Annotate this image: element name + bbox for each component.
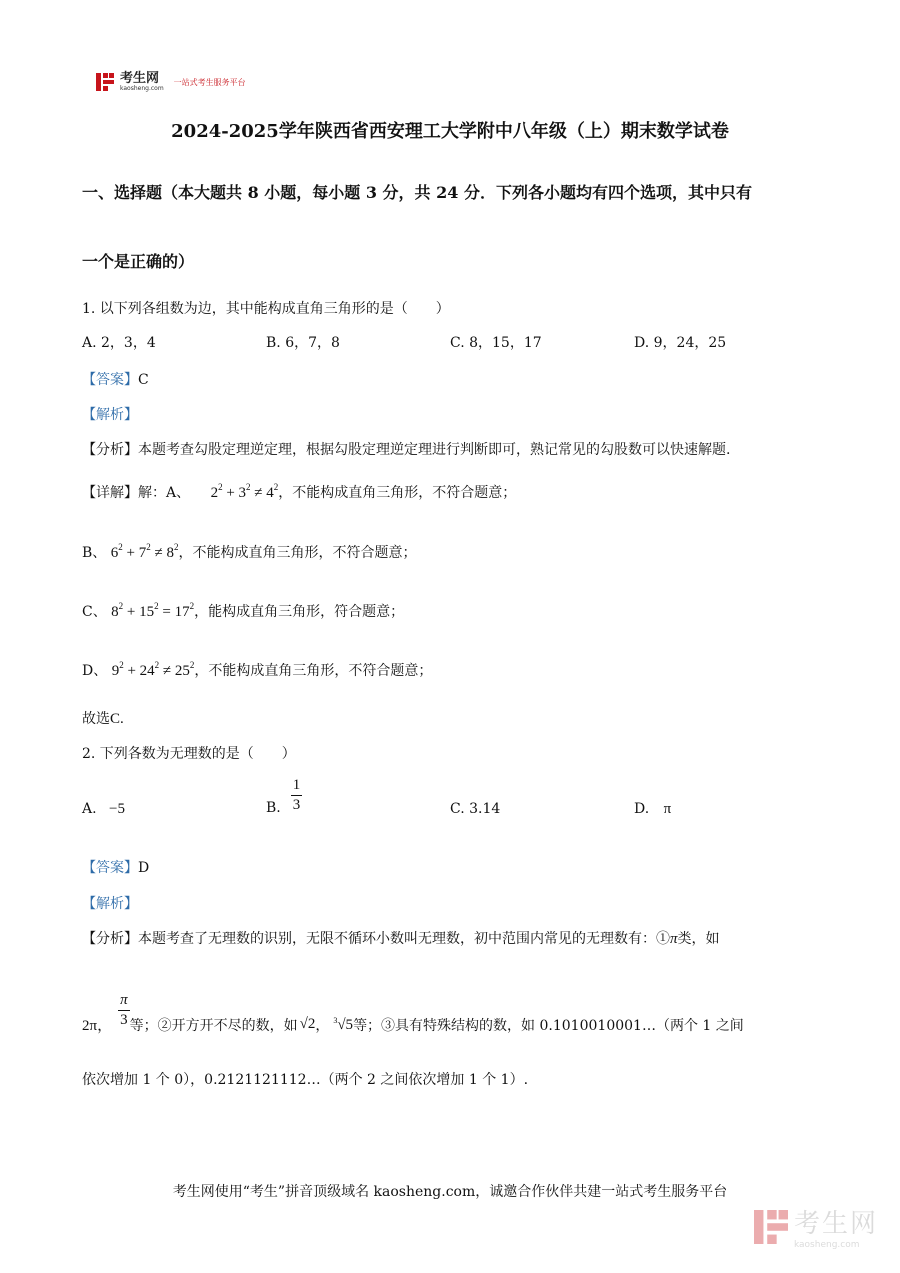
- q1-detail-d: [82, 660, 432, 680]
- q1-option-a: A. 2，3，4: [82, 335, 156, 351]
- q1-detail-a: [82, 482, 516, 502]
- q2-option-b-fraction: [291, 778, 303, 813]
- section-header-line1: 一、选择题（本大题共 8 小题，每小题 3 分，共 24 分．下列各小题均有四个选项，其中只有: [82, 183, 752, 202]
- watermark-logo-icon: [754, 1210, 788, 1244]
- q2-fenxi-text: 本题考查了无理数的识别，无限不循环小数叫无理数，初中范围内常见的无理数有：①: [138, 931, 670, 947]
- q2-pi-over-3: [118, 993, 130, 1028]
- q1-answer-value: C: [138, 372, 149, 388]
- watermark: [754, 1203, 878, 1250]
- q1-detail-c: [82, 601, 404, 621]
- q2-fenxi-end: 类，如: [677, 931, 720, 947]
- q1-fenxi-line: [82, 439, 730, 459]
- logo-domain: kaosheng.com: [120, 85, 164, 92]
- q2-option-a: [82, 801, 125, 818]
- q1-detail-d-text: ，不能构成直角三角形，不符合题意；: [194, 663, 433, 679]
- q2-option-d-label: D.: [634, 801, 650, 817]
- watermark-text: [794, 1203, 878, 1250]
- q1-option-b: B. 6，7，8: [266, 335, 340, 351]
- q2-pi-over-3-denominator: 3: [120, 1012, 128, 1028]
- q2-option-b-numerator: 1: [291, 778, 303, 796]
- q1-fenxi-tag: 【分析】: [82, 442, 138, 458]
- q2-option-a-value: −5: [109, 801, 125, 817]
- q1-detail-d-math: $9^2 + 24^2 \ne 25^2$: [111, 660, 195, 679]
- q2-pi-over-3-numerator: π: [118, 993, 130, 1011]
- q1-detail-b-math: $6^2 + 7^2 \ne 8^2$: [110, 542, 179, 561]
- q1-conclusion-text: 故选: [82, 711, 110, 727]
- q1-answer-line: [82, 369, 149, 389]
- q2-analysis-tag: 【解析】: [82, 896, 138, 912]
- q2-fenxi-line: [82, 928, 720, 948]
- q1-detail-d-label: D、: [82, 663, 108, 679]
- header-logo: [96, 72, 246, 92]
- q2-option-b-denominator: 3: [292, 796, 301, 813]
- section-header-line2: 一个是正确的）: [82, 252, 195, 271]
- q1-stem: 1. 以下列各组数为边，其中能构成直角三角形的是（ ）: [82, 301, 450, 317]
- q1-fenxi-text: 本题考查勾股定理逆定理，根据勾股定理逆定理进行判断即可，熟记常见的勾股数可以快速解题.: [138, 442, 731, 458]
- q1-detail-intro: 解：A、: [138, 485, 191, 501]
- q2-cbrt5: [333, 1016, 353, 1034]
- q2-answer-line: [82, 857, 149, 877]
- kaosheng-logo-icon: [96, 73, 114, 91]
- q1-detail-c-text: ，能构成直角三角形，符合题意；: [194, 604, 405, 620]
- q1-detail-a-text: ，不能构成直角三角形，不符合题意；: [278, 485, 517, 501]
- q2-comma: ，: [315, 1017, 330, 1034]
- q2-answer-value: D: [138, 860, 150, 876]
- q2-sqrt2: √2: [299, 1016, 316, 1032]
- q2-fenxi-pi: π: [670, 931, 678, 947]
- q1-conclusion-answer: C.: [110, 711, 124, 727]
- q1-detail-b: [82, 542, 416, 562]
- q2-fenxi-tag: 【分析】: [82, 931, 138, 947]
- page-footer: 考生网使用“考生”拼音顶级域名 kaosheng.com，诚邀合作伙伴共建一站式考生服务平台: [172, 1184, 728, 1200]
- q1-detail-a-math: $2^2 + 3^2 \ne 4^2$: [210, 482, 279, 501]
- q2-cbrt5-index: 3: [333, 1015, 338, 1025]
- q2-line2-b: 等；②开方开不尽的数，如: [129, 1017, 298, 1034]
- q2-option-a-label: A.: [82, 801, 97, 817]
- q1-answer-tag: 【答案】: [82, 372, 138, 388]
- q2-line2-c: 等；③具有特殊结构的数，如 0.1010010001…（两个 1 之间: [353, 1017, 744, 1034]
- logo-brand-name: 考生网: [120, 71, 160, 86]
- q1-detail-c-math: $8^2 + 15^2 = 17^2$: [111, 601, 195, 620]
- q2-cbrt5-radical: √5: [337, 1016, 354, 1033]
- q1-detail-tag: 【详解】: [82, 485, 138, 501]
- logo-text: [120, 72, 164, 92]
- q1-conclusion: [82, 708, 124, 728]
- q1-analysis-tag: 【解析】: [82, 407, 138, 423]
- q2-stem: 2. 下列各数为无理数的是（ ）: [82, 746, 296, 762]
- q2-option-b-label: B.: [266, 800, 281, 816]
- q2-option-b: [266, 774, 302, 816]
- page-title: 2024-2025学年陕西省西安理工大学附中八年级（上）期末数学试卷: [171, 121, 729, 142]
- q2-fenxi-line3: 依次增加 1 个 0），0.2121121112…（两个 2 之间依次增加 1 个 1）.: [82, 1072, 529, 1088]
- q2-option-d-value: π: [663, 801, 672, 817]
- q2-2pi: 2π，: [82, 1018, 113, 1034]
- watermark-brand-name: 考生网: [793, 1209, 878, 1239]
- q1-option-c: C. 8，15，17: [450, 335, 542, 351]
- q2-option-c: C. 3.14: [450, 801, 501, 817]
- watermark-domain: kaosheng.com: [793, 1240, 860, 1250]
- q1-option-d: D. 9，24，25: [634, 335, 727, 351]
- q1-detail-b-label: B、: [82, 545, 107, 561]
- q2-fenxi-line2: [82, 986, 744, 1035]
- logo-slogan: 一站式考生服务平台: [173, 77, 246, 87]
- q2-answer-tag: 【答案】: [82, 860, 138, 876]
- q1-detail-b-text: ，不能构成直角三角形，不符合题意；: [178, 545, 417, 561]
- q2-option-d: [634, 801, 671, 818]
- q1-detail-c-label: C、: [82, 604, 107, 620]
